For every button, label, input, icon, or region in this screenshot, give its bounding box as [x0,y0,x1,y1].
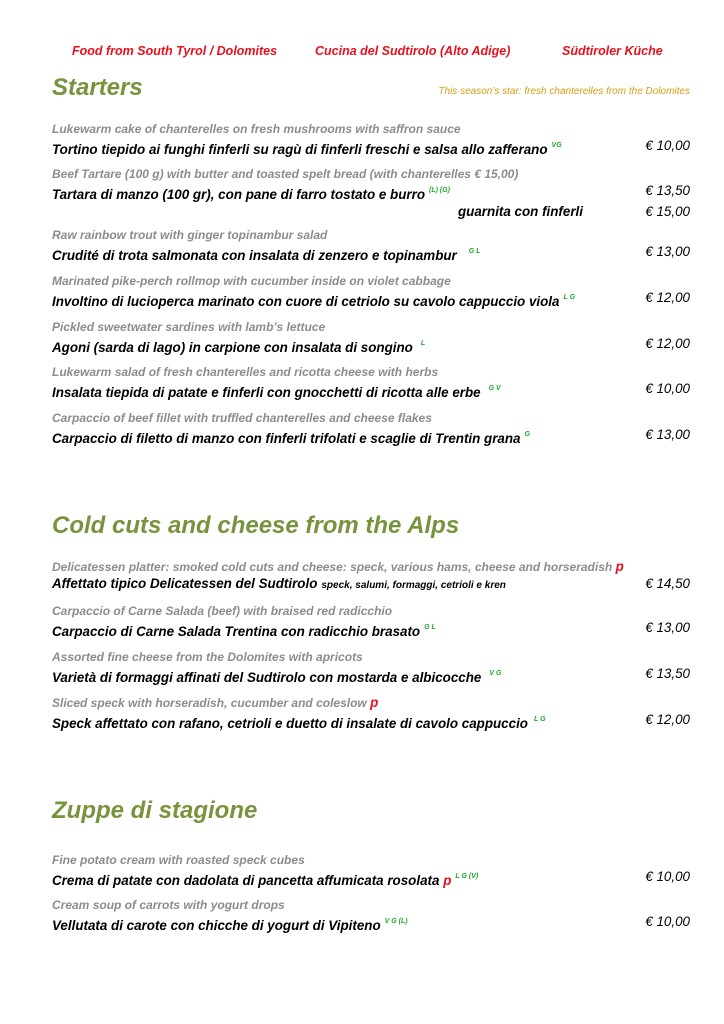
diet-tag: VG [551,142,562,149]
menu-item [52,411,690,447]
diet-tag: V G (L) [384,918,408,925]
item-price: € 13,00 [645,427,690,442]
menu-item [52,320,690,356]
header-right: Südtiroler Küche [562,44,663,58]
menu-item [52,559,690,594]
item-italian: Agoni (sarda di lago) in carpione con insalata di songino $^L$ € 12,00 [52,336,690,355]
menu-item [52,365,690,401]
item-details: speck, salumi, formaggi, cetrioli e kren [321,580,506,591]
item-italian: Tartara di manzo (100 gr), con pane di farro tostato e burro $^{(L) (G)}$ € 13,50 [52,183,690,202]
diet-tag: L G [533,716,546,723]
variant-price: € 15,00 [645,204,690,219]
menu-item [52,853,690,889]
item-english: Cream soup of carrots with yogurt drops [52,898,285,912]
item-english: Carpaccio of Carne Salada (beef) with braised red radicchio [52,604,393,618]
item-price: € 13,00 [645,620,690,635]
item-italian: Carpaccio di Carne Salada Trentina con radicchio brasato $^{G L}$ € 13,00 [52,620,690,639]
diet-tag: V G [489,670,502,677]
pork-marker: p [443,873,452,888]
section-title-soups: Zuppe di stagione [52,797,258,824]
header-center: Cucina del Sudtirolo (Alto Adige) [315,44,511,58]
menu-item [52,228,690,264]
item-english: Sliced speck with horseradish, cucumber and coleslow p [52,695,379,710]
item-english: Pickled sweetwater sardines with lamb’s lettuce [52,320,326,334]
menu-item [52,898,690,934]
diet-tag: L G [563,294,576,301]
pork-marker: p [615,559,624,574]
item-italian: Crema di patate con dadolata di pancetta affumicata rosolata p $^{L G (V)}$ € 10,00 [52,869,690,888]
item-price: € 10,00 [645,869,690,884]
item-english: Delicatessen platter: smoked cold cuts and cheese: speck, various hams, cheese and horseradish p [52,559,624,574]
item-english: Assorted fine cheese from the Dolomites with apricots [52,650,363,664]
season-note: This season’s star: fresh chanterelles from the Dolomites [438,86,690,97]
item-italian: Insalata tiepida di patate e finferli con gnocchetti di ricotta alle erbe $^{G V}$ € 10,00 [52,381,690,400]
item-price: € 12,00 [645,290,690,305]
item-price: € 10,00 [645,914,690,929]
menu-item [52,122,690,158]
item-english: Fine potato cream with roasted speck cubes [52,853,305,867]
item-english: Marinated pike-perch rollmop with cucumber inside on violet cabbage [52,274,451,288]
item-english: Raw rainbow trout with ginger topinambur salad [52,228,328,242]
variant-label: guarnita con finferli [458,204,583,219]
diet-tag: G L [468,248,481,255]
item-english: Lukewarm salad of fresh chanterelles and ricotta cheese with herbs [52,365,439,379]
diet-tag: G [524,431,530,438]
item-italian: Vellutata di carote con chicche di yogurt di Vipiteno $^{V G (L)}$ € 10,00 [52,914,690,933]
item-variant [52,203,690,220]
item-price: € 13,50 [645,666,690,681]
diet-tag: G V [488,385,501,392]
diet-tag: (L) (G) [429,187,451,194]
menu-item [52,650,690,686]
item-italian: Carpaccio di filetto di manzo con finferli trifolati e scaglie di Trentin grana $^G$ € 13,00 [52,427,690,446]
item-price: € 12,00 [645,336,690,351]
item-italian: Affettato tipico Delicatessen del Sudtirolo speck, salumi, formaggi, cetrioli e kren € 14,50 [52,576,690,591]
item-price: € 10,00 [645,381,690,396]
header-left: Food from South Tyrol / Dolomites [72,44,278,58]
section-title-starters: Starters [52,74,143,101]
section-title-cold-cuts: Cold cuts and cheese from the Alps [52,512,460,539]
menu-item [52,167,690,220]
item-italian: Speck affettato con rafano, cetrioli e duetto di insalate di cavolo cappuccio $^{L G}$ € 12,00 [52,712,690,731]
item-italian: Involtino di lucioperca marinato con cuore di cetriolo su cavolo cappuccio viola $^{L G}$ € 12,00 [52,290,690,309]
item-english: Beef Tartare (100 g) with butter and toasted spelt bread (with chanterelles € 15,00) [52,167,519,181]
item-english: Lukewarm cake of chanterelles on fresh mushrooms with saffron sauce [52,122,461,136]
diet-tag: L G (V) [455,873,479,880]
menu-item [52,604,690,640]
item-price: € 10,00 [645,138,690,153]
pork-marker: p [370,695,379,710]
item-price: € 14,50 [645,576,690,591]
item-italian: Varietà di formaggi affinati del Sudtirolo con mostarda e albicocche $^{V G}$ € 13,50 [52,666,690,685]
item-italian: Tortino tiepido ai funghi finferli su ragù di finferli freschi e salsa allo zafferano $^{VG}$ € 10,00 [52,138,690,157]
diet-tag: L [420,340,426,347]
item-italian: Crudité di trota salmonata con insalata di zenzero e topinambur $^{G L}$ € 13,00 [52,244,690,263]
menu-item [52,695,690,732]
item-english: Carpaccio of beef fillet with truffled chanterelles and cheese flakes [52,411,432,425]
diet-tag: G L [424,624,436,631]
item-price: € 13,00 [645,244,690,259]
item-price: € 13,50 [645,183,690,198]
item-price: € 12,00 [645,712,690,727]
menu-item [52,274,690,310]
